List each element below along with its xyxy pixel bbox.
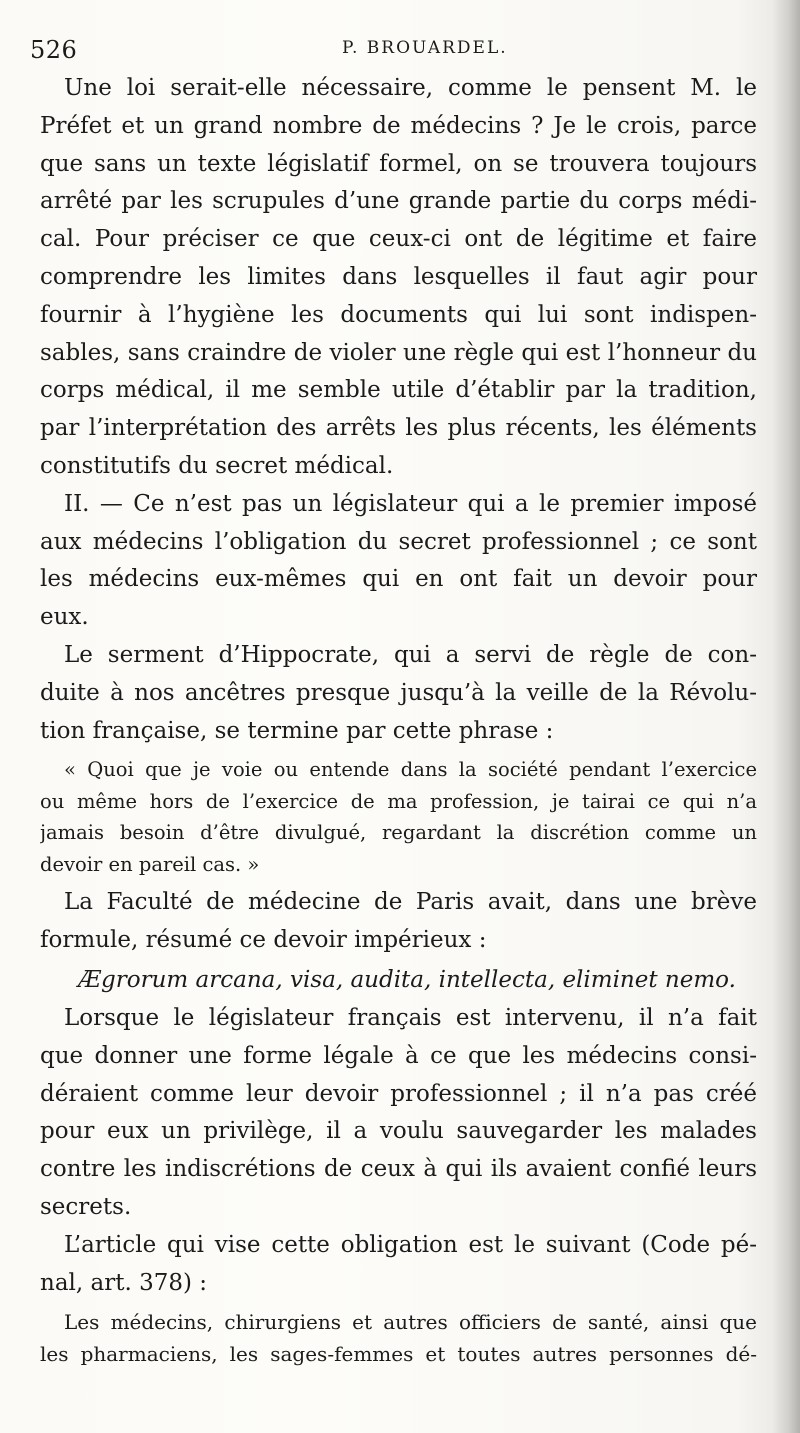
text-line: II. — Ce n’est pas un législateur qui a le premier imposé	[64, 490, 757, 517]
paragraph-legislator	[40, 1000, 757, 1227]
text-line: pour eux un privilège, il a voulu sauvegarder les malades	[40, 1118, 757, 1145]
text-line: fournir à l’hygiène les documents qui lui sont indispen-	[40, 301, 757, 328]
text-line: La Faculté de médecine de Paris avait, dans une brève	[64, 889, 757, 916]
running-head: P. BROUARDEL.	[342, 38, 508, 58]
paragraph-faculty	[40, 884, 757, 960]
text-line: aux médecins l’obligation du secret professionnel ; ce sont	[40, 528, 757, 555]
text-line: corps médical, il me semble utile d’établir par la tradition,	[40, 377, 757, 404]
text-line: Une loi serait-elle nécessaire, comme le pensent M. le	[64, 75, 757, 101]
paragraph-section-ii	[40, 486, 757, 637]
spine-shadow	[772, 0, 800, 1433]
text-line: que sans un texte législatif formel, on se trouvera toujours	[40, 150, 757, 177]
text-line: devoir en pareil cas. »	[40, 852, 260, 876]
text-line: les pharmaciens, les sages-femmes et toutes autres personnes dé-	[40, 1342, 757, 1367]
paragraph-hippocrates	[40, 637, 757, 750]
text-line: contre les indiscrétions de ceux à qui ils avaient confié leurs	[40, 1156, 757, 1183]
text-line: jamais besoin d’être divulgué, regardant la discrétion comme un	[40, 821, 757, 845]
text-line: tion française, se termine par cette phrase :	[40, 717, 554, 744]
text-line: sables, sans craindre de violer une règle qui est l’honneur du	[40, 339, 757, 366]
text-line: que donner une forme légale à ce que les médecins consi-	[40, 1042, 757, 1069]
text-line: L’article qui vise cette obligation est le suivant (Code pé-	[64, 1231, 757, 1258]
text-line: eux.	[40, 604, 89, 631]
text-line: Les médecins, chirurgiens et autres officiers de santé, ainsi que	[64, 1310, 757, 1335]
paragraph-law-question	[40, 70, 757, 486]
text-line: arrêté par les scrupules d’une grande partie du corps médi-	[40, 188, 757, 215]
penal-code-article-378	[40, 1306, 757, 1370]
text-line: par l’interprétation des arrêts les plus récents, les éléments	[40, 415, 757, 442]
text-line: les médecins eux-mêmes qui en ont fait un devoir pour	[40, 566, 757, 593]
text-line: duite à nos ancêtres presque jusqu’à la veille de la Révolu-	[40, 679, 757, 706]
text-line: « Quoi que je voie ou entende dans la société pendant l’exercice	[64, 758, 757, 782]
text-line: constitutifs du secret médical.	[40, 452, 394, 479]
text-line: Préfet et un grand nombre de médecins ? Je le crois, parce	[40, 112, 757, 139]
page-header	[30, 36, 750, 66]
text-line: nal, art. 378) :	[40, 1269, 208, 1296]
page-number: 526	[30, 36, 78, 64]
latin-motto: Ægrorum arcana, visa, audita, intellecta, eliminet nemo.	[78, 966, 736, 993]
paragraph-article	[40, 1227, 757, 1303]
hippocratic-oath-quote	[40, 754, 757, 880]
text-line: Lorsque le législateur français est intervenu, il n’a fait	[64, 1004, 757, 1031]
text-line: secrets.	[40, 1193, 132, 1220]
text-line: cal. Pour préciser ce que ceux-ci ont de légitime et faire	[40, 226, 757, 253]
text-line: déraient comme leur devoir professionnel ; il n’a pas créé	[40, 1080, 757, 1107]
body-text	[40, 70, 757, 1370]
text-line: formule, résumé ce devoir impérieux :	[40, 927, 487, 954]
text-line: Le serment d’Hippocrate, qui a servi de règle de con-	[64, 641, 757, 668]
text-line: comprendre les limites dans lesquelles il faut agir pour	[40, 263, 757, 290]
text-line: ou même hors de l’exercice de ma profession, je tairai ce qui n’a	[40, 789, 757, 813]
